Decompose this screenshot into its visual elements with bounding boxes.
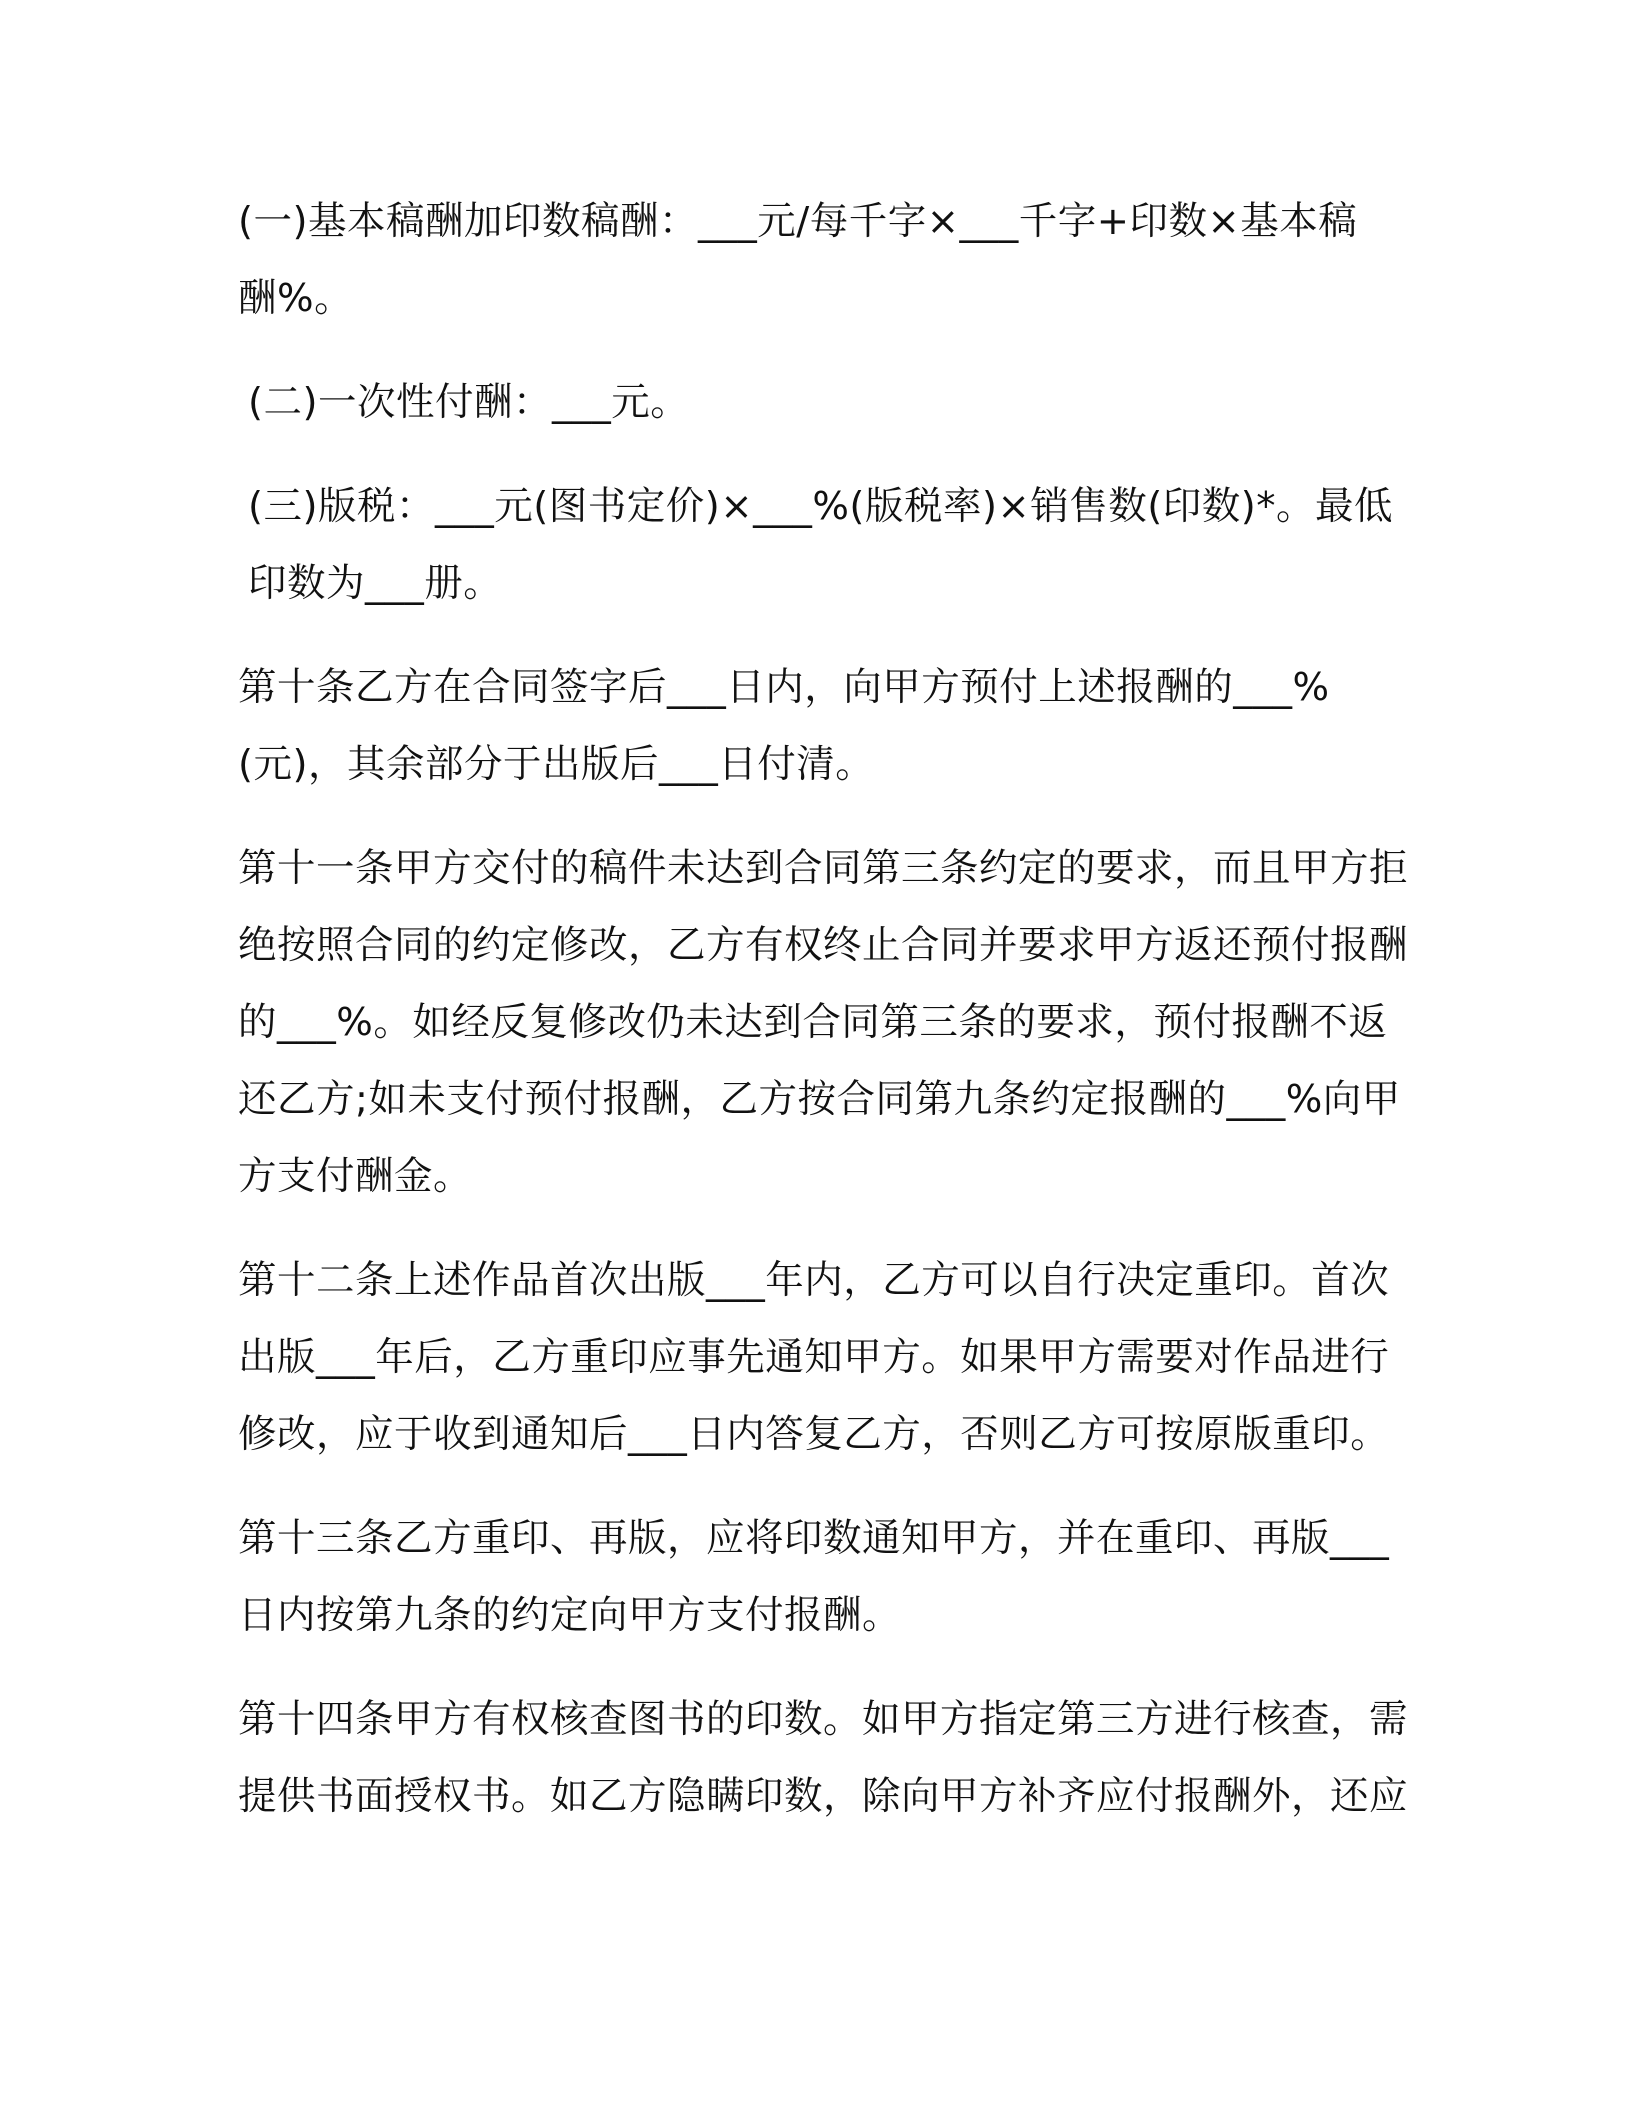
paragraph-one-time-payment: (二)一次性付酬：___元。 bbox=[248, 380, 690, 425]
paragraph-article-10: 第十条乙方在合同签字后___日内，向甲方预付上述报酬的___%(元)，其余部分于出版后___日付清。 bbox=[238, 665, 1330, 787]
paragraph-article-13: 第十三条乙方重印、再版，应将印数通知甲方，并在重印、再版___日内按第九条的约定向甲方支付报酬。 bbox=[238, 1516, 1390, 1638]
paragraph-article-11: 第十一条甲方交付的稿件未达到合同第三条约定的要求，而且甲方拒绝按照合同的约定修改，乙方有权终止合同并要求甲方返还预付报酬的___%。如经反复修改仍未达到合同第三条的要求，预付报酬不返还乙方;如未支付预付报酬，乙方按合同第九条约定报酬的___%向甲方支付酬金。 bbox=[238, 846, 1409, 1199]
paragraph-royalty-tax: (三)版税：___元(图书定价)×___%(版税率)×销售数(印数)*。最低印数为___册。 bbox=[248, 484, 1394, 606]
document-body bbox=[238, 183, 1408, 1862]
paragraph-basic-royalty: (一)基本稿酬加印数稿酬：___元/每千字×___千字+印数×基本稿酬%。 bbox=[238, 199, 1358, 321]
paragraph-article-14: 第十四条甲方有权核查图书的印数。如甲方指定第三方进行核查，需提供书面授权书。如乙方隐瞒印数，除向甲方补齐应付报酬外，还应 bbox=[238, 1697, 1409, 1819]
paragraph-article-12: 第十二条上述作品首次出版___年内，乙方可以自行决定重印。首次出版___年后，乙方重印应事先通知甲方。如果甲方需要对作品进行修改，应于收到通知后___日内答复乙方，否则乙方可按原版重印。 bbox=[238, 1258, 1390, 1457]
